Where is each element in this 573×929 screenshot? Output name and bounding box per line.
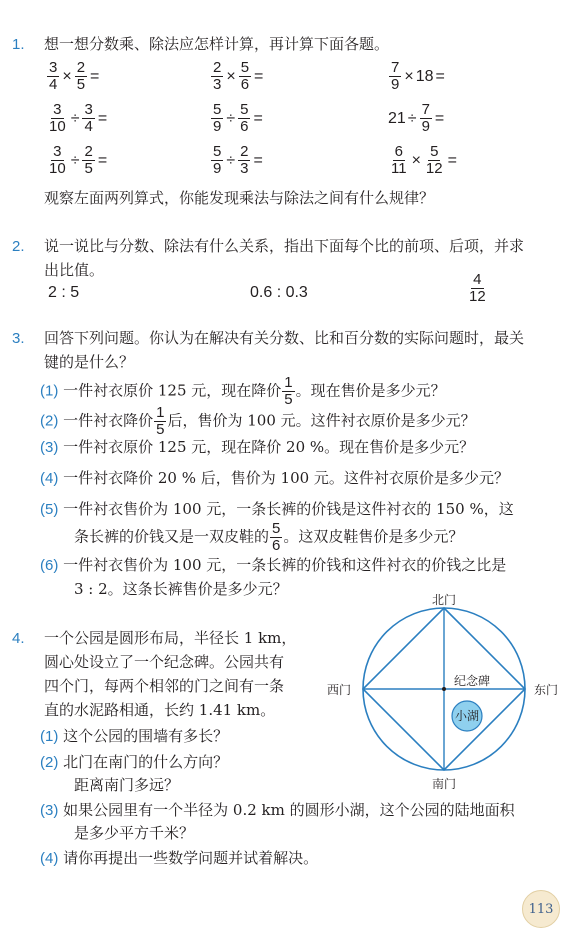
q3-item-2-numerator: 1 bbox=[156, 404, 165, 421]
numerator: 3 bbox=[84, 101, 93, 118]
denominator: 9 bbox=[213, 160, 222, 177]
operand: 21 bbox=[388, 109, 406, 127]
q3-item-2-pre: 一件衬衣降价 bbox=[63, 411, 154, 430]
numerator: 3 bbox=[49, 59, 58, 76]
q3-item-1-pre: 一件衬衣原价 125 元，现在降价 bbox=[63, 381, 282, 400]
fraction bbox=[211, 60, 223, 93]
numerator: 7 bbox=[391, 59, 400, 76]
numerator: 6 bbox=[394, 143, 403, 160]
numerator: 2 bbox=[76, 59, 86, 76]
operator: ÷ bbox=[407, 109, 417, 127]
q4-item-3-line1: 如果公园里有一个半径为 0.2 km 的圆形小湖，这个公园的陆地面积 bbox=[63, 801, 515, 819]
q1-expression bbox=[46, 144, 109, 177]
operator: × bbox=[226, 67, 236, 85]
denominator: 6 bbox=[240, 76, 250, 93]
denominator: 12 bbox=[425, 160, 443, 177]
equals-sign: = bbox=[90, 67, 100, 85]
numerator: 5 bbox=[430, 143, 439, 160]
numerator: 2 bbox=[213, 59, 222, 76]
q3-item-label: (1) bbox=[40, 382, 59, 400]
ratio-numerator: 4 bbox=[473, 271, 482, 288]
q3-item-4 bbox=[40, 466, 509, 491]
q4-item-2-line2: 距离南门多远？ bbox=[74, 776, 180, 794]
q2-line1: 说一说比与分数、除法有什么关系，指出下面每个比的前项、后项，并求 bbox=[44, 237, 525, 255]
east-gate-label: 东门 bbox=[533, 683, 559, 697]
q2-number: 2. bbox=[12, 238, 25, 255]
fraction bbox=[238, 144, 250, 177]
operand: 18 bbox=[415, 67, 434, 85]
denominator: 11 bbox=[391, 160, 407, 177]
q3-item-1-denominator: 5 bbox=[284, 391, 293, 408]
operator: × bbox=[404, 67, 414, 85]
numerator: 3 bbox=[53, 143, 62, 160]
monument-point bbox=[442, 687, 446, 691]
numerator: 2 bbox=[84, 143, 93, 160]
q3-item-6-line1: 一件衬衣售价为 100 元，一条长裤的价钱和这件衬衣的价钱之比是 bbox=[63, 556, 507, 574]
numerator: 5 bbox=[213, 101, 222, 118]
equals-sign: = bbox=[97, 151, 108, 169]
denominator: 3 bbox=[213, 76, 222, 93]
q4-line3: 四个门，每两个相邻的门之间有一条 bbox=[44, 677, 285, 695]
fraction bbox=[239, 60, 251, 93]
operator: ÷ bbox=[226, 151, 236, 169]
q3-item-2 bbox=[40, 405, 476, 438]
q3-item-1-post: 。现在售价是多少元？ bbox=[295, 381, 446, 400]
q4-number: 4. bbox=[12, 630, 25, 647]
equals-sign: = bbox=[434, 109, 445, 127]
q4-item-label: (1) bbox=[40, 728, 59, 745]
q4-item-2 bbox=[40, 750, 228, 775]
numerator: 7 bbox=[421, 101, 430, 118]
equals-sign: = bbox=[253, 109, 263, 127]
denominator: 5 bbox=[76, 76, 86, 93]
q1-expression bbox=[388, 102, 446, 135]
q2-line2: 出比值。 bbox=[44, 261, 105, 279]
q4-line2: 圆心处设立了一个纪念碑。公园共有 bbox=[44, 653, 285, 671]
q3-item-label: (6) bbox=[40, 557, 59, 574]
q4-item-2-line1: 北门在南门的什么方向？ bbox=[63, 753, 229, 771]
q3-item-3 bbox=[40, 435, 474, 460]
q1-observe: 观察左面两列算式，你能发现乘法与除法之间有什么规律？ bbox=[44, 189, 435, 207]
numerator: 5 bbox=[240, 59, 250, 76]
q3-item-5 bbox=[40, 497, 514, 522]
fraction bbox=[424, 144, 445, 177]
q3-item-5-denominator: 6 bbox=[272, 537, 281, 554]
numerator: 3 bbox=[53, 101, 62, 118]
denominator: 9 bbox=[391, 76, 400, 93]
q4-item-3 bbox=[40, 798, 515, 823]
south-gate-label: 南门 bbox=[431, 777, 457, 791]
fraction bbox=[420, 102, 432, 135]
denominator: 4 bbox=[84, 118, 93, 135]
fraction bbox=[47, 144, 68, 177]
fraction bbox=[211, 144, 223, 177]
q3-item-label: (4) bbox=[40, 470, 59, 487]
q4-line1: 一个公园是圆形布局，半径长 1 km， bbox=[44, 629, 297, 647]
q3-item-4-text: 一件衬衣降价 20 % 后，售价为 100 元。这件衬衣原价是多少元？ bbox=[63, 469, 509, 487]
q1-expression bbox=[46, 102, 109, 135]
q1-number: 1. bbox=[12, 36, 25, 53]
fraction bbox=[238, 102, 250, 135]
denominator: 10 bbox=[49, 160, 66, 177]
q3-item-6-line2: 3 : 2。这条长裤售价是多少元？ bbox=[74, 580, 288, 598]
fraction bbox=[75, 60, 87, 93]
fraction bbox=[82, 144, 94, 177]
equals-sign: = bbox=[447, 151, 457, 169]
q3-item-5-post: 。这双皮鞋售价是多少元？ bbox=[283, 527, 464, 546]
numerator: 5 bbox=[240, 101, 249, 118]
denominator: 6 bbox=[240, 118, 249, 135]
q4-item-4-text: 请你再提出一些数学问题并试着解决。 bbox=[63, 849, 319, 867]
q3-item-2-denominator: 5 bbox=[156, 421, 165, 438]
numerator: 5 bbox=[213, 143, 222, 160]
q1-expression bbox=[210, 102, 265, 135]
denominator: 4 bbox=[49, 76, 58, 93]
q3-item-2-post: 后，售价为 100 元。这件衬衣原价是多少元？ bbox=[167, 411, 476, 430]
operator: ÷ bbox=[226, 109, 236, 127]
q3-item-label: (5) bbox=[40, 501, 59, 518]
q3-item-5-numerator: 5 bbox=[272, 520, 281, 537]
denominator: 9 bbox=[421, 118, 430, 135]
q1-expression bbox=[46, 60, 101, 93]
q1-expression bbox=[210, 144, 265, 177]
q4-item-label: (2) bbox=[40, 754, 59, 771]
fraction bbox=[389, 144, 409, 177]
q3-item-5-line1: 一件衬衣售价为 100 元，一条长裤的价钱是这件衬衣的 150 %，这 bbox=[63, 500, 514, 518]
q1-expression bbox=[388, 60, 447, 93]
equals-sign: = bbox=[97, 109, 108, 127]
q3-item-1 bbox=[40, 375, 446, 408]
q3-line1: 回答下列问题。你认为在解决有关分数、比和百分数的实际问题时，最关 bbox=[44, 329, 525, 347]
denominator: 9 bbox=[213, 118, 222, 135]
ratio-denominator: 12 bbox=[469, 288, 486, 305]
q4-item-3-line2: 是多少平方千米？ bbox=[74, 824, 195, 842]
park-map bbox=[320, 590, 570, 800]
fraction bbox=[47, 60, 59, 93]
denominator: 3 bbox=[240, 160, 249, 177]
ratio-0.6-0.3: 0.6 : 0.3 bbox=[250, 284, 308, 301]
q4-item-label: (4) bbox=[40, 850, 59, 867]
q1-expression bbox=[210, 60, 265, 93]
q4-line4: 直的水泥路相通，长约 1.41 km。 bbox=[44, 701, 276, 719]
north-gate-label: 北门 bbox=[431, 593, 457, 607]
q4-item-4 bbox=[40, 846, 318, 871]
q3-item-6 bbox=[40, 553, 506, 578]
ratio-2-5: 2 : 5 bbox=[48, 284, 80, 301]
q3-item-label: (3) bbox=[40, 439, 59, 456]
fraction bbox=[82, 102, 94, 135]
page-number-badge bbox=[522, 890, 560, 928]
equals-sign: = bbox=[254, 67, 264, 85]
q3-item-5-line2 bbox=[74, 521, 463, 554]
fraction bbox=[211, 102, 223, 135]
denominator: 5 bbox=[84, 160, 93, 177]
ratio-fraction bbox=[466, 272, 489, 305]
q4-item-1 bbox=[40, 724, 228, 749]
numerator: 2 bbox=[240, 143, 249, 160]
q3-item-3-text: 一件衬衣原价 125 元，现在降价 20 %。现在售价是多少元？ bbox=[63, 438, 475, 456]
q3-item-5-pre: 条长裤的价钱又是一双皮鞋的 bbox=[74, 527, 270, 546]
operator: ÷ bbox=[70, 151, 80, 169]
q1-prompt: 想一想分数乘、除法应怎样计算，再计算下面各题。 bbox=[44, 35, 390, 53]
west-gate-label: 西门 bbox=[326, 683, 352, 697]
q3-number: 3. bbox=[12, 330, 25, 347]
monument-label: 纪念碑 bbox=[453, 674, 491, 688]
q4-item-1-text: 这个公园的围墙有多长？ bbox=[63, 727, 229, 745]
q1-expression bbox=[388, 144, 459, 177]
q3-item-1-numerator: 1 bbox=[284, 374, 293, 391]
q3-item-label: (2) bbox=[40, 412, 59, 430]
operator: ÷ bbox=[70, 109, 80, 127]
q4-item-label: (3) bbox=[40, 802, 59, 819]
equals-sign: = bbox=[435, 67, 445, 85]
fraction bbox=[47, 102, 68, 135]
operator: × bbox=[411, 151, 421, 169]
page-number: 113 bbox=[528, 901, 554, 917]
q3-line2: 键的是什么？ bbox=[44, 353, 135, 371]
fraction bbox=[389, 60, 401, 93]
denominator: 10 bbox=[49, 118, 66, 135]
operator: × bbox=[62, 67, 72, 85]
equals-sign: = bbox=[253, 151, 263, 169]
lake-label: 小湖 bbox=[454, 709, 480, 723]
